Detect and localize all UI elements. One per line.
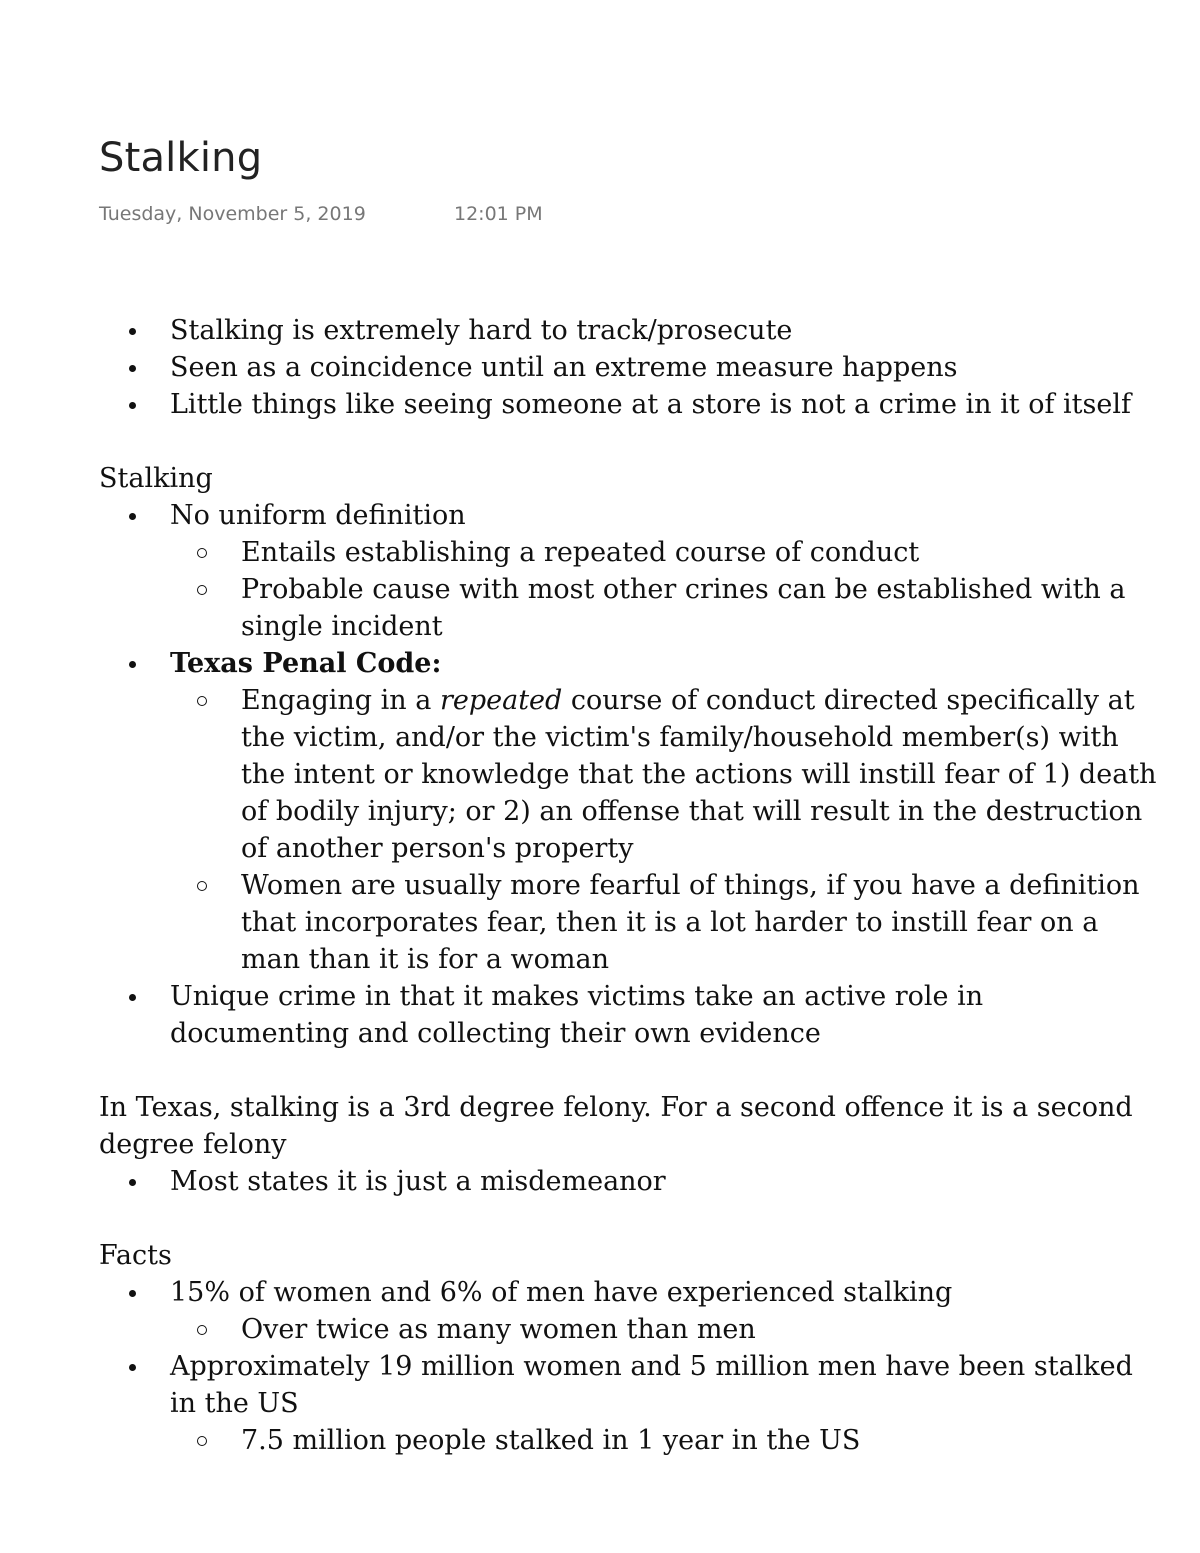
emphasis-text: repeated [439,685,563,716]
note-date: Tuesday, November 5, 2019 [99,203,366,225]
sub-list [170,682,1164,978]
list-item [99,645,1164,978]
stalking-list [99,497,1164,1052]
sub-list-item: Women are usually more fearful of things, if you have a definition that incorporates fear, then it is a lot harder to instill fear on a man than it is for a woman [170,867,1164,978]
sub-list-item: 7.5 million people stalked in 1 year in the US [170,1422,1164,1459]
list-item: Most states it is just a misdemeanor [99,1163,1164,1200]
list-item: Stalking is extremely hard to track/prosecute [99,312,1164,349]
note-timestamp [99,200,543,228]
note-time: 12:01 PM [454,203,543,225]
sub-list-item: Over twice as many women than men [170,1311,1164,1348]
penal-code-label: Texas Penal Code: [170,648,442,679]
sub-list [170,1311,1164,1348]
intro-list [99,312,1164,423]
list-item [99,1274,1164,1348]
note-body [99,312,1164,1459]
list-item [99,497,1164,645]
list-item: Seen as a coincidence until an extreme measure happens [99,349,1164,386]
texas-list [99,1163,1164,1200]
texas-paragraph: In Texas, stalking is a 3rd degree felony. For a second offence it is a second degree felony [99,1092,1133,1160]
list-item: Unique crime in that it makes victims take an active role in documenting and collecting their own evidence [99,978,1164,1052]
sub-list-text: course of conduct directed specifically at the victim, and/or the victim's family/household member(s) with the intent or knowledge that the actions will instill fear of 1) death of bodily injury; or 2) an offense that will result in the destruction of another person's property [241,685,1157,864]
sub-list-item: Entails establishing a repeated course of conduct [170,534,1164,571]
sub-list [170,534,1164,645]
section-heading-facts: Facts [99,1240,172,1271]
list-item-text: No uniform definition [170,500,466,531]
facts-list [99,1274,1164,1459]
section-heading-stalking: Stalking [99,463,213,494]
list-item-text: Approximately 19 million women and 5 million men have been stalked in the US [170,1351,1133,1419]
sub-list-item [170,682,1164,867]
list-item [99,1348,1164,1459]
sub-list-item: Probable cause with most other crines can be established with a single incident [170,571,1164,645]
list-item-text: 15% of women and 6% of men have experienced stalking [170,1277,953,1308]
page-title: Stalking [99,135,263,181]
sub-list [170,1422,1164,1459]
list-item: Little things like seeing someone at a store is not a crime in it of itself [99,386,1164,423]
sub-list-text: Engaging in a [241,685,440,716]
